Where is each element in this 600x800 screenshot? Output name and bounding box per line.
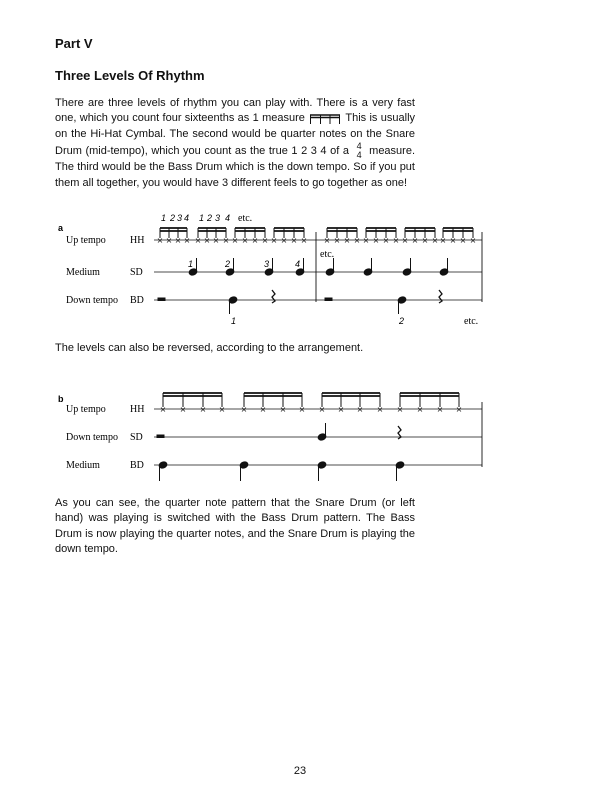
svg-text:×: × (270, 236, 278, 245)
hihat-group-3 (235, 228, 265, 238)
example-b-label: b (58, 394, 64, 404)
intro-text-2: This is usually on the Hi-Hat Cymbal. The second would be quarter notes on the Snare Drum (mid-tempo), which you count as the true 1 2 3 4 of a (55, 112, 416, 158)
quarter-rest-icon (439, 290, 442, 303)
svg-text:×: × (174, 236, 182, 245)
svg-text:×: × (179, 405, 187, 414)
count-top-etc: etc. (238, 213, 253, 224)
beat-label: 1 (188, 259, 194, 269)
row-abbr: SD (130, 432, 143, 443)
etc-mid: etc. (320, 249, 335, 260)
svg-text:×: × (411, 236, 419, 245)
svg-text:×: × (401, 236, 409, 245)
svg-text:×: × (362, 236, 370, 245)
row-name: Up tempo (66, 404, 106, 415)
count-top: 3 (215, 213, 221, 223)
hihat-x-noteheads (160, 405, 463, 414)
svg-text:×: × (356, 405, 364, 414)
beat-label: 4 (295, 259, 301, 269)
svg-text:×: × (436, 405, 444, 414)
svg-text:×: × (298, 405, 306, 414)
count-top: 1 (161, 213, 167, 223)
row-abbr: HH (130, 235, 145, 246)
svg-text:×: × (382, 236, 390, 245)
svg-text:×: × (199, 405, 207, 414)
hihat-group-6 (366, 228, 396, 238)
svg-text:×: × (416, 405, 424, 414)
sixteenth-notes-icon (308, 113, 342, 125)
row-name: Medium (66, 460, 100, 471)
svg-text:×: × (318, 405, 326, 414)
row-name: Medium (66, 267, 100, 278)
quarter-rest-icon (272, 290, 275, 303)
count-top: 3 (177, 213, 183, 223)
time-sig-top: 4 (356, 141, 362, 152)
hihat-group-7 (405, 228, 435, 238)
svg-text:×: × (251, 236, 259, 245)
intro-text-4: which is the down tempo. So if you put them all together, you would have 3 different feels to go together as one! (55, 161, 415, 189)
count-top: 1 (199, 213, 205, 223)
beat-labels (188, 259, 300, 269)
levels-reversed-text: The levels can also be reversed, according to the arrangement. (55, 342, 364, 354)
time-signature (357, 142, 362, 160)
row-abbr: HH (130, 404, 145, 415)
snare-notes (157, 423, 401, 441)
svg-text:×: × (222, 236, 230, 245)
svg-text:×: × (203, 236, 211, 245)
svg-text:×: × (392, 236, 400, 245)
count-top: 2 (170, 213, 176, 223)
svg-text:×: × (439, 236, 447, 245)
svg-text:×: × (290, 236, 298, 245)
example-a-label: a (58, 223, 64, 233)
svg-text:×: × (240, 405, 248, 414)
bass-drum-quarter-notes (158, 461, 405, 481)
svg-text:×: × (194, 236, 202, 245)
svg-text:×: × (421, 236, 429, 245)
svg-text:×: × (431, 236, 439, 245)
svg-text:×: × (212, 236, 220, 245)
row-name: Down tempo (66, 295, 118, 306)
row-abbr: BD (130, 460, 144, 471)
svg-text:×: × (231, 236, 239, 245)
beat-label: 3 (264, 259, 270, 269)
svg-text:×: × (455, 405, 463, 414)
svg-text:×: × (183, 236, 191, 245)
bottom-count: 2 (399, 316, 405, 326)
hihat-group-8 (443, 228, 473, 238)
etc-bottom: etc. (464, 316, 479, 327)
row-abbr: SD (130, 267, 143, 278)
svg-text:×: × (337, 405, 345, 414)
svg-text:×: × (218, 405, 226, 414)
section-title: Three Levels Of Rhythm (55, 68, 205, 83)
intro-text-1: There are three levels of rhythm you can play with. There is a very fast one, which you count four sixteenths as 1 measure (55, 97, 415, 125)
whole-rest-icon (158, 298, 165, 301)
whole-rest-icon (325, 298, 332, 301)
notation-example-a (0, 210, 600, 340)
svg-text:×: × (165, 236, 173, 245)
svg-text:×: × (241, 236, 249, 245)
whole-rest-icon (157, 435, 164, 438)
svg-text:×: × (261, 236, 269, 245)
svg-text:×: × (156, 236, 164, 245)
svg-text:×: × (459, 236, 467, 245)
svg-text:×: × (279, 405, 287, 414)
hihat-x-noteheads (157, 236, 477, 245)
hihat-notes (163, 393, 459, 407)
part-label: Part V (55, 36, 93, 51)
time-sig-bottom: 4 (356, 150, 362, 161)
closing-paragraph: As you can see, the quarter note pattern that the Snare Drum (or left hand) was playing is switched with the Bass Drum pattern. The Bass Drum is now playing the quarter notes, and the Snare Drum is playing the down tempo. (55, 497, 415, 556)
intro-text-3: measure. The third would be the Bass Drum (55, 145, 416, 174)
svg-text:×: × (449, 236, 457, 245)
count-top: 2 (207, 213, 213, 223)
svg-text:×: × (323, 236, 331, 245)
svg-text:×: × (353, 236, 361, 245)
svg-text:×: × (280, 236, 288, 245)
row-name: Up tempo (66, 235, 106, 246)
count-top: 4 (184, 213, 190, 223)
svg-text:×: × (259, 405, 267, 414)
notation-example-b (0, 388, 600, 498)
svg-text:×: × (333, 236, 341, 245)
svg-text:×: × (343, 236, 351, 245)
svg-text:×: × (396, 405, 404, 414)
row-abbr: BD (130, 295, 144, 306)
bass-drum-notes (158, 290, 442, 314)
intro-paragraph (55, 96, 415, 191)
row-name: Down tempo (66, 432, 118, 443)
svg-text:×: × (376, 405, 384, 414)
svg-text:×: × (159, 405, 167, 414)
hihat-group-4 (274, 228, 304, 238)
page-number: 23 (293, 765, 307, 777)
beat-label: 2 (225, 259, 231, 269)
hihat-group-5 (327, 228, 357, 238)
bottom-count: 1 (231, 316, 237, 326)
count-top: 4 (225, 213, 231, 223)
svg-text:×: × (300, 236, 308, 245)
svg-text:×: × (372, 236, 380, 245)
svg-text:×: × (469, 236, 477, 245)
